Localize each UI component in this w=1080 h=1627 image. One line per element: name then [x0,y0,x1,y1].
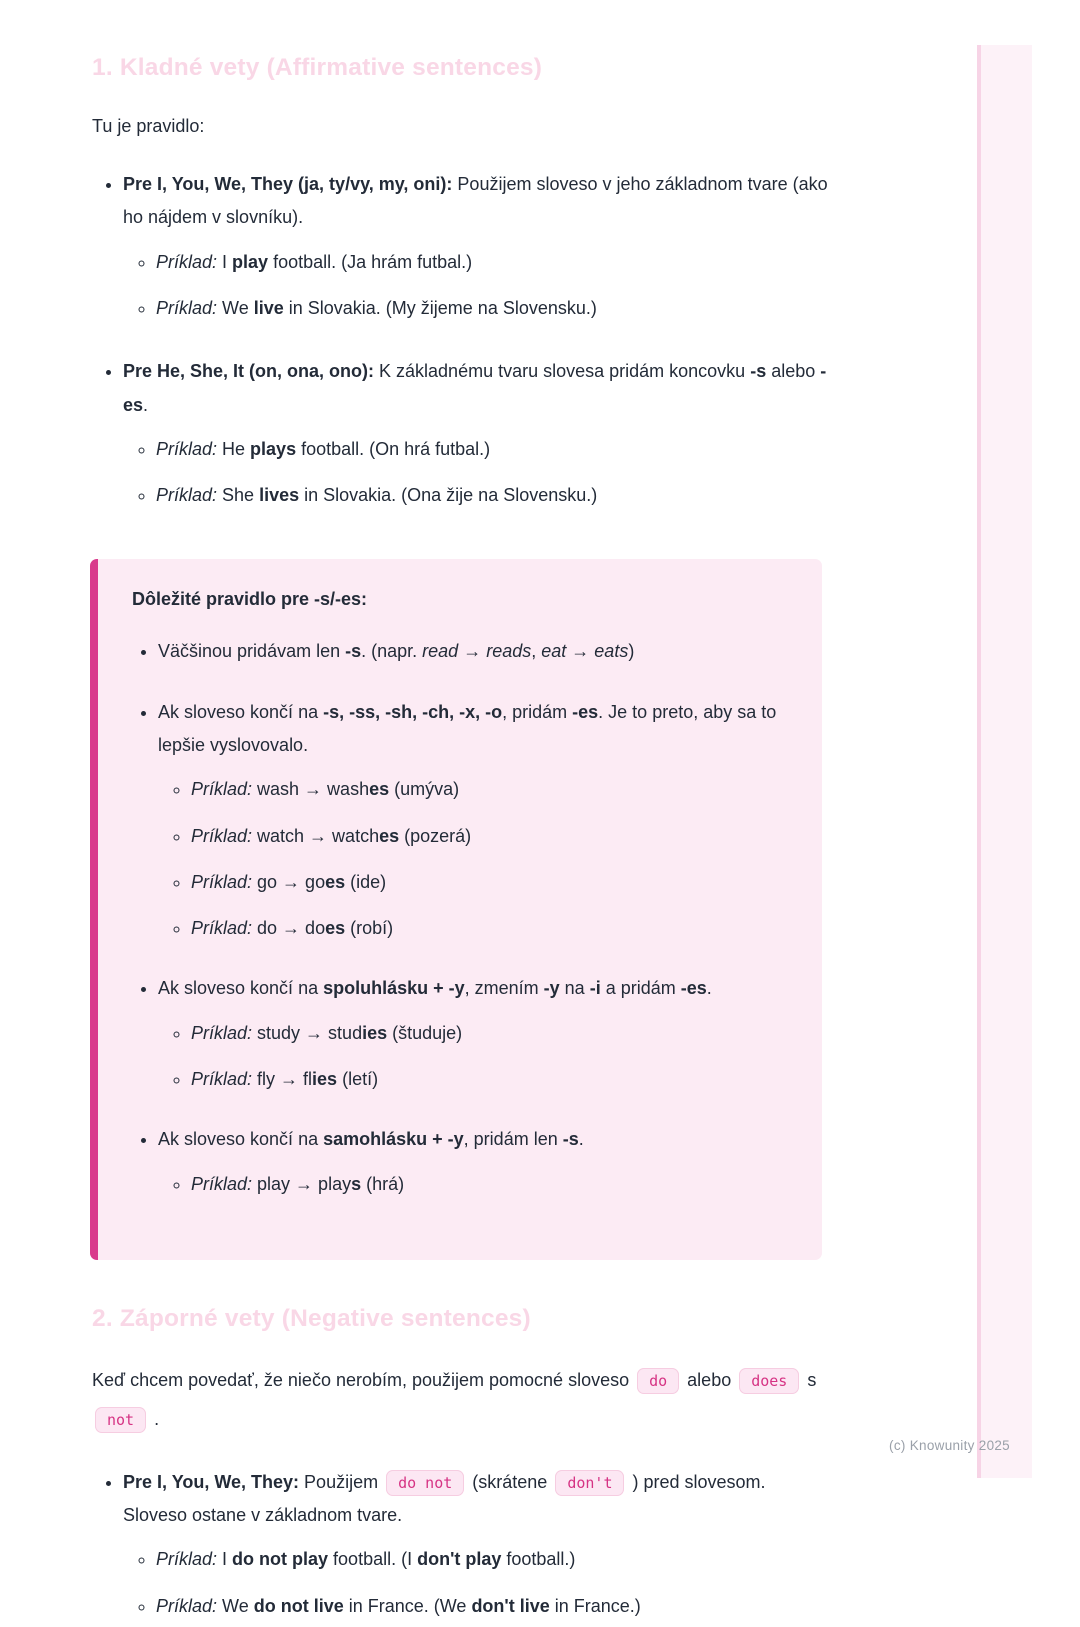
section2-intro [92,1361,829,1438]
text-run: Väčšinou pridávam len [158,641,346,662]
text-run: . [578,1129,584,1150]
text-run: , [531,641,542,662]
text-run: es [369,779,390,800]
text-run: s [802,1370,817,1391]
text-run: watch → watch [252,825,380,846]
page-edge-strip [977,45,1032,1478]
example-item [156,433,829,466]
example-item [156,292,829,325]
text-run: do not live [253,1595,344,1616]
examples-list [123,433,829,513]
text-run: → [566,641,595,662]
text-run: football. (I [328,1549,418,1570]
text-run: na [559,978,590,999]
text-run: I [217,1549,233,1570]
text-run: Pre I, You, We, They: [123,1471,300,1492]
section1-intro: Tu je pravidlo: [92,116,205,137]
text-run: football.) [501,1549,576,1570]
examples-list [123,1543,829,1623]
text-run: ) [628,641,635,662]
text-run: football. (Ja hrám futbal.) [268,251,473,272]
text-run: Ak sloveso končí na [158,978,324,999]
text-run: alebo [766,361,821,382]
callout-title: Dôležité pravidlo pre -s/-es: [132,588,368,609]
text-run: -s [750,361,767,382]
text-run: spoluhlásku + -y [323,978,465,999]
text-run: don't play [417,1549,502,1570]
text-run: Keď chcem povedať, že niečo nerobím, použijem pomocné sloveso [92,1370,635,1391]
example-item [191,773,784,806]
text-run: Príklad: [156,1549,218,1570]
text-run: in France. (We [343,1595,472,1616]
text-run: Príklad: [156,251,218,272]
text-run: don't live [471,1595,550,1616]
text-run: plays [250,438,297,459]
example-item [191,866,784,899]
text-run: She [217,485,260,506]
rule-text [158,1123,784,1156]
text-run: He [217,438,251,459]
text-run: read [422,641,459,662]
examples-list [158,1168,784,1201]
text-run: K základnému tvaru slovesa pridám koncovku [374,361,751,382]
text-run: Príklad: [156,485,218,506]
text-run: play → play [252,1173,352,1194]
text-run: wash → wash [252,779,370,800]
text-run: samohlásku + -y [323,1129,464,1150]
code-chip: not [95,1407,146,1433]
text-run: . (napr. [361,641,423,662]
examples-list [158,1017,784,1097]
text-run: We [217,1595,254,1616]
text-run: Príklad: [191,1173,253,1194]
text-run: in France.) [549,1595,641,1616]
text-run: (hrá) [361,1173,405,1194]
text-run: Príklad: [156,298,218,319]
example-item [191,1168,784,1201]
text-run: ies [362,1022,388,1043]
example-item [191,1063,784,1096]
code-chip: don't [555,1470,624,1496]
negative-rules-list [92,1466,829,1623]
text-run: a pridám [600,978,681,999]
section2-heading: 2. Záporné vety (Negative sentences) [92,1304,531,1332]
text-run: football. (On hrá futbal.) [296,438,491,459]
text-run: . [706,978,712,999]
section1-heading: 1. Kladné vety (Affirmative sentences) [92,54,543,81]
text-run: Príklad: [191,1022,253,1043]
text-run: in Slovakia. (Ona žije na Slovensku.) [299,485,598,506]
rule-text [158,696,784,763]
text-run: → [458,641,487,662]
text-run: (robí) [345,918,394,939]
text-run: (umýva) [389,779,460,800]
text-run: -i [589,978,601,999]
text-run: live [253,298,284,319]
text-run: -y [543,978,560,999]
text-run: fly → fl [252,1069,313,1090]
text-run: es [379,825,400,846]
rule-item [158,972,784,1096]
text-run: (ide) [345,871,387,892]
text-run: Pre I, You, We, They (ja, ty/vy, my, oni): [123,174,453,195]
text-run: do not play [232,1549,329,1570]
text-run: . [149,1409,160,1429]
text-run: ) pred slovesom. Sloveso ostane v základnom tvare. [123,1471,766,1525]
text-run: Použijem [299,1471,384,1492]
document-content [92,0,829,1627]
text-run: Príklad: [191,1069,253,1090]
text-run: ies [312,1069,338,1090]
rule-text [158,972,784,1005]
text-run: s [351,1173,362,1194]
text-run: (skrátene [467,1471,553,1492]
text-run: es [325,871,346,892]
example-item [191,912,784,945]
example-item [156,246,829,279]
example-item [156,479,829,512]
text-run: go → go [252,871,326,892]
rule-item [158,635,784,668]
watermark: (c) Knowunity 2025 [889,1438,1010,1453]
text-run: do → do [252,918,326,939]
text-run: -s [345,641,362,662]
text-run: -s [562,1129,579,1150]
text-run: Použijem sloveso v jeho základnom tvare (ako ho nájdem v slovníku). [123,174,828,228]
rule-item [123,168,829,325]
text-run: , pridám len [463,1129,563,1150]
example-item [191,820,784,853]
text-run: lives [259,485,300,506]
rule-item [158,1123,784,1201]
rule-text [123,355,829,422]
text-run: alebo [682,1370,737,1391]
text-run: . Je to preto, aby sa to lepšie vyslovovalo. [158,701,777,755]
examples-list [123,246,829,326]
code-chip: do not [386,1470,464,1496]
text-run: Príklad: [156,438,218,459]
text-run: eat [541,641,567,662]
text-run: Príklad: [156,1595,218,1616]
rule-text [158,635,784,668]
text-run: Príklad: [191,918,253,939]
text-run: eats [594,641,629,662]
important-rule-callout [90,559,822,1260]
text-run: (pozerá) [399,825,472,846]
text-run: -s, -ss, -sh, -ch, -x, -o [323,701,503,722]
text-run: I [217,251,233,272]
text-run: reads [486,641,532,662]
text-run: We [217,298,254,319]
rule-item [158,696,784,946]
text-run: study → stud [252,1022,363,1043]
text-run: . [143,394,149,415]
code-chip: does [739,1368,799,1394]
callout-rules-list [132,635,784,1201]
text-run: Ak sloveso končí na [158,1129,324,1150]
text-run: Príklad: [191,825,253,846]
text-run: , zmením [464,978,544,999]
text-run: es [325,918,346,939]
text-run: Príklad: [191,779,253,800]
example-item [156,1590,829,1623]
text-run: (študuje) [387,1022,463,1043]
code-chip: do [637,1368,679,1394]
text-run: Pre He, She, It (on, ona, ono): [123,361,375,382]
affirmative-rules-list [92,168,829,512]
text-run: Príklad: [191,871,253,892]
rule-item [123,355,829,512]
example-item [191,1017,784,1050]
text-run: , pridám [502,701,573,722]
text-run: -es [123,361,827,415]
text-run: Ak sloveso končí na [158,701,324,722]
rule-text [123,168,829,235]
text-run: play [232,251,269,272]
text-run: in Slovakia. (My žijeme na Slovensku.) [283,298,597,319]
rule-item [123,1466,829,1623]
text-run: (letí) [337,1069,379,1090]
text-run: -es [680,978,707,999]
examples-list [158,773,784,945]
example-item [156,1543,829,1576]
text-run: -es [572,701,599,722]
rule-text [123,1466,829,1533]
